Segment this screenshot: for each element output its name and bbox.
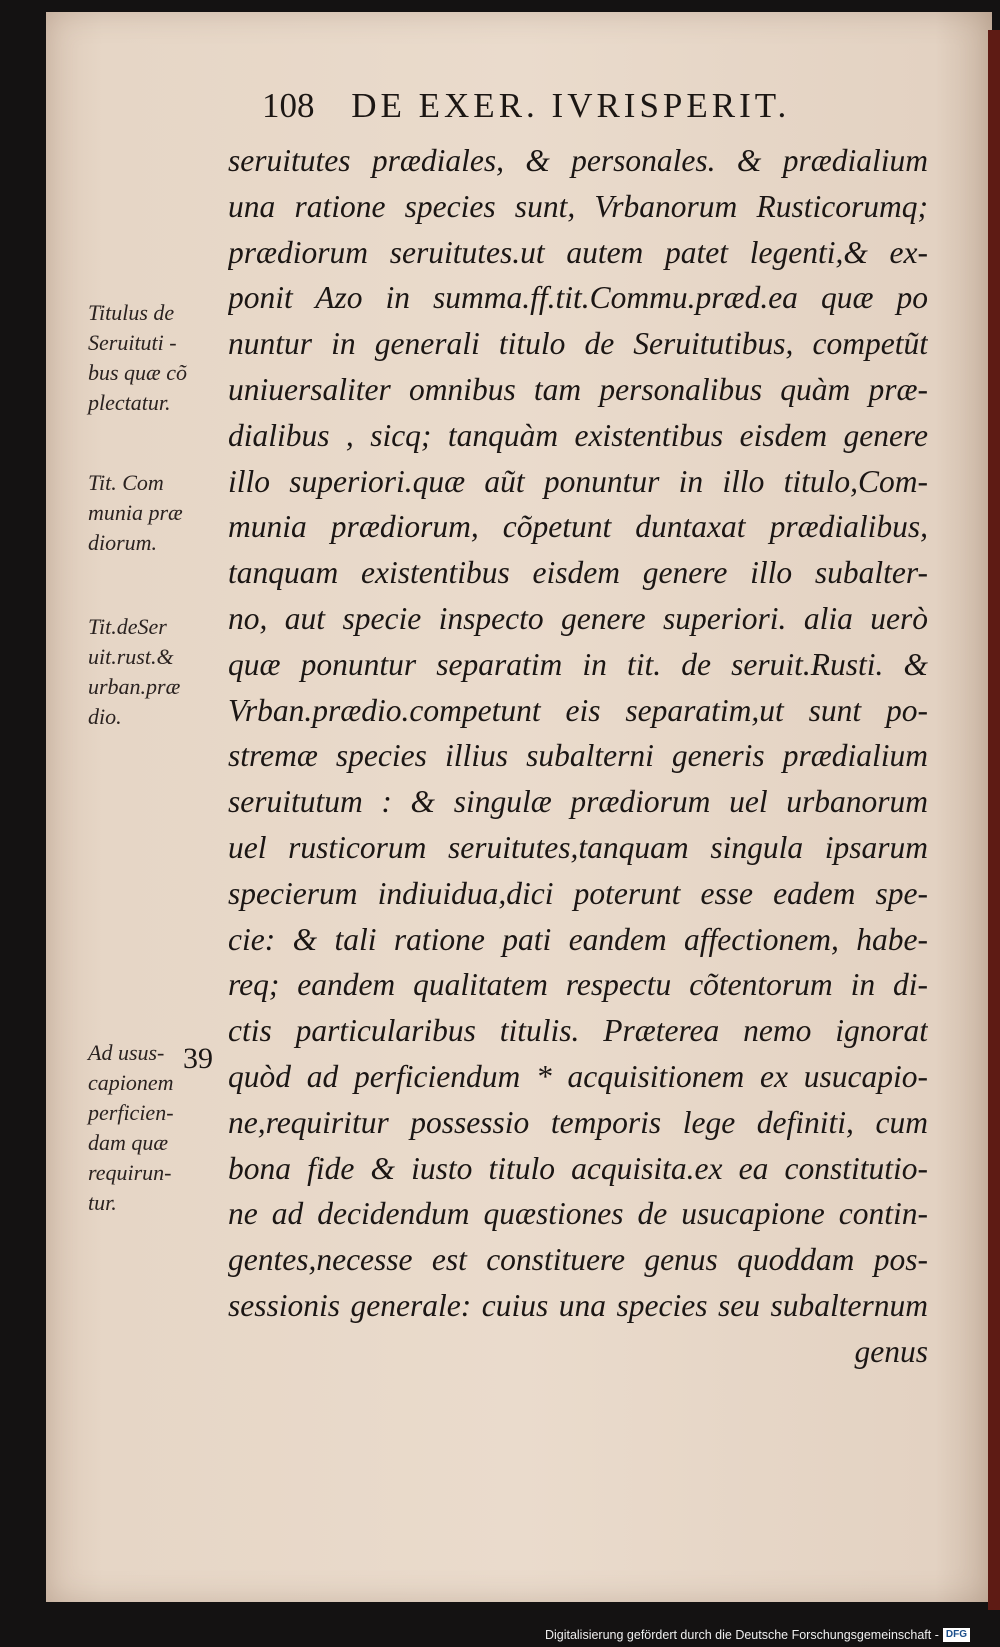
text-line: quòd ad perficiendum * acquisitionem ex usucapio- xyxy=(228,1058,928,1094)
margin-note-line: diorum. xyxy=(88,530,158,555)
margin-note-line: uit.rust.& xyxy=(88,644,174,669)
text-line: specierum indiuidua,dici poterunt esse eadem spe- xyxy=(228,875,928,911)
margin-note-line: Ad usus- xyxy=(88,1040,165,1065)
margin-note xyxy=(88,298,232,418)
main-text-block xyxy=(228,138,928,1375)
text-line: tanquam existentibus eisdem genere illo subalter- xyxy=(228,555,928,591)
margin-note-line: Tit. Com xyxy=(88,470,164,495)
text-line: seruitutum : & singulæ prædiorum uel urbanorum xyxy=(228,784,928,820)
book-cover-edge xyxy=(988,30,1000,1610)
text-line: req; eandem qualitatem respectu cõtentorum in di- xyxy=(228,967,928,1003)
running-header xyxy=(262,86,790,136)
margin-note xyxy=(88,612,232,732)
section-number: 39 xyxy=(183,1042,213,1075)
text-line: gentes,necesse est constituere genus quoddam pos- xyxy=(228,1242,928,1278)
text-line: stremæ species illius subalterni generis prædialium xyxy=(228,738,928,774)
text-line: ne ad decidendum quæstiones de usucapione contin- xyxy=(228,1196,928,1232)
page-number: 108 xyxy=(262,86,315,125)
text-line: nuntur in generali titulo de Seruitutibus, competũt xyxy=(228,326,928,362)
digitization-credit xyxy=(545,1626,970,1644)
margin-note-line: Tit.deSer xyxy=(88,614,167,639)
margin-note-line: Titulus de xyxy=(88,300,175,325)
running-title: DE EXER. IVRISPERIT. xyxy=(351,86,791,125)
margin-note-line: capionem xyxy=(88,1070,174,1095)
text-line: no, aut specie inspecto genere superiori. alia uerò xyxy=(228,600,928,636)
margin-note xyxy=(88,468,232,558)
margin-note-line: munia præ xyxy=(88,500,183,525)
catchword: genus xyxy=(854,1333,928,1369)
text-line: seruitutes prædiales, & personales. & prædialium xyxy=(228,143,928,178)
text-line: munia prædiorum, cõpetunt duntaxat prædialibus, xyxy=(228,509,928,545)
margin-note-line: plectatur. xyxy=(88,390,171,415)
margin-note-line: perficien- xyxy=(88,1100,174,1125)
text-line: Vrban.prædio.competunt eis separatim,ut sunt po- xyxy=(228,692,928,728)
text-line: quæ ponuntur separatim in tit. de seruit.Rusti. & xyxy=(228,646,928,682)
margin-note-line: urban.præ xyxy=(88,674,181,699)
margin-note-line: bus quæ cõ xyxy=(88,360,187,385)
text-line: bona fide & iusto titulo acquisita.ex ea constitutio- xyxy=(228,1150,928,1186)
margin-note-line: requirun- xyxy=(88,1160,172,1185)
text-line: uniuersaliter omnibus tam personalibus quàm præ- xyxy=(228,371,928,407)
text-line: ponit Azo in summa.ff.tit.Commu.præd.ea quæ po xyxy=(228,280,928,316)
margin-note-line: tur. xyxy=(88,1190,117,1215)
credit-text: Digitalisierung gefördert durch die Deutsche Forschungsgemeinschaft - xyxy=(544,1628,939,1642)
margin-note-line: dam quæ xyxy=(88,1130,169,1155)
text-line: illo superiori.quæ aũt ponuntur in illo titulo,Com- xyxy=(228,463,928,499)
margin-note-line: Seruituti - xyxy=(88,330,177,355)
text-line: sessionis generale: cuius una species seu subalternum xyxy=(228,1287,928,1323)
text-line: cie: & tali ratione pati eandem affectionem, habe- xyxy=(228,921,928,957)
text-line: una ratione species sunt, Vrbanorum Rusticorumq; xyxy=(228,188,928,224)
text-line: ne,requiritur possessio temporis lege definiti, cum xyxy=(228,1104,928,1140)
text-line: uel rusticorum seruitutes,tanquam singula ipsarum xyxy=(228,829,928,865)
text-line: prædiorum seruitutes.ut autem patet legenti,& ex- xyxy=(228,234,928,270)
margin-note-line: dio. xyxy=(88,704,122,729)
text-line: ctis particularibus titulis. Præterea nemo ignorat xyxy=(228,1013,928,1049)
text-line: dialibus , sicq; tanquàm existentibus eisdem genere xyxy=(228,417,928,453)
dfg-logo: DFG xyxy=(943,1628,970,1642)
